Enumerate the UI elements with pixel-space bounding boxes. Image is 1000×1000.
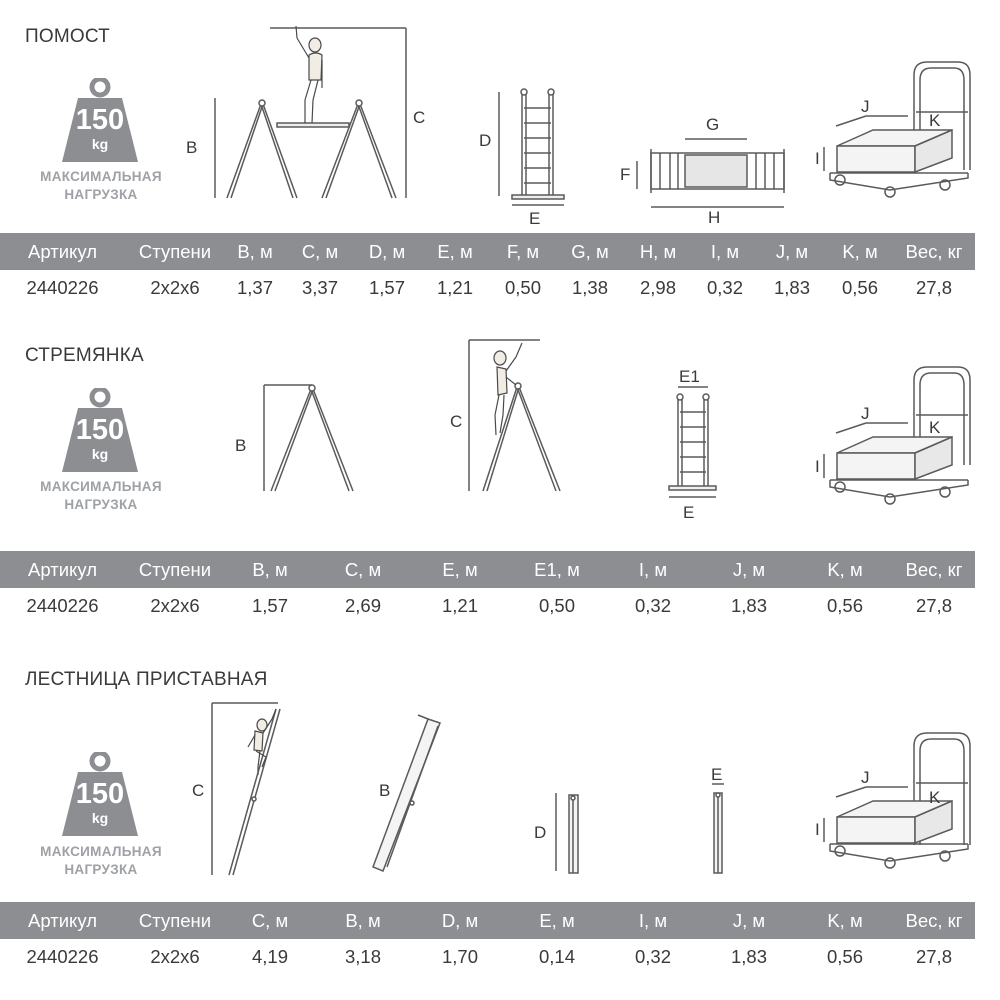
label-C: C <box>192 781 205 800</box>
label-D: D <box>479 131 492 150</box>
label-I: I <box>815 149 820 168</box>
table-row-pomost: 2440226 2x2x6 1,37 3,37 1,57 1,21 0,50 1,38 2,98 0,32 1,83 0,56 27,8 <box>26 277 952 298</box>
diagram-pomost <box>0 20 1000 230</box>
diagram-pristavnaya <box>0 695 1000 895</box>
diagram-stremyanka <box>0 335 1000 530</box>
table-row-stremyanka: 2440226 2x2x6 1,57 2,69 1,21 0,50 0,32 1,83 0,56 27,8 <box>26 595 952 616</box>
weight-unit: kg <box>91 136 109 152</box>
label-J: J <box>861 97 870 116</box>
trolley-drawing <box>824 62 970 197</box>
label-E: E <box>711 765 723 784</box>
label-B: B <box>186 138 198 157</box>
table-header-stremyanka: Артикул Ступени B, м C, м E, м E1, м I, м J, м K, м Вес, кг <box>0 551 975 588</box>
weight-value: 150 <box>75 414 125 446</box>
weight-value: 150 <box>75 778 125 810</box>
extension-ladder-drawing <box>212 703 280 875</box>
label-E1: E1 <box>679 367 700 386</box>
weight-unit: kg <box>91 446 109 462</box>
label-C: C <box>450 412 463 431</box>
folded-ladder-drawing <box>556 793 578 873</box>
scaffold-drawing <box>215 28 406 198</box>
label-C: C <box>413 108 426 127</box>
table-header-pomost: Артикул Ступени B, м C, м D, м E, м F, м G, м H, м I, м J, м K, м Вес, кг <box>0 233 975 270</box>
label-H: H <box>708 208 721 227</box>
label-J: J <box>861 404 870 423</box>
weight-value: 150 <box>75 104 125 136</box>
folded-stepladder-drawing <box>669 387 716 497</box>
label-I: I <box>815 820 820 839</box>
weight-caption: МАКСИМАЛЬНАЯ НАГРУЗКА <box>40 479 162 512</box>
folded-ladder-drawing <box>499 89 564 205</box>
horizontal-ladder-drawing <box>637 139 784 207</box>
label-F: F <box>620 165 631 184</box>
weight-unit: kg <box>91 810 109 826</box>
section-title-pomost: ПОМОСТ <box>25 26 110 47</box>
section-title-pristavnaya: ЛЕСТНИЦА ПРИСТАВНАЯ <box>25 669 268 690</box>
label-E: E <box>683 503 695 522</box>
weight-caption: МАКСИМАЛЬНАЯ НАГРУЗКА <box>40 844 162 877</box>
trolley-drawing <box>824 733 970 868</box>
ladder-front-drawing <box>712 784 724 873</box>
label-D: D <box>534 823 547 842</box>
label-K: K <box>929 418 941 437</box>
label-B: B <box>379 781 391 800</box>
weight-caption: МАКСИМАЛЬНАЯ НАГРУЗКА <box>40 169 162 202</box>
label-E: E <box>529 209 541 228</box>
label-B: B <box>235 436 247 455</box>
label-I: I <box>815 457 820 476</box>
section-title-stremyanka: СТРЕМЯНКА <box>25 345 144 366</box>
figure-person <box>248 709 276 775</box>
label-G: G <box>706 115 720 134</box>
trolley-drawing <box>824 367 970 504</box>
figure-person <box>296 26 322 123</box>
table-header-pristavnaya: Артикул Ступени C, м B, м D, м E, м I, м J, м K, м Вес, кг <box>0 902 975 939</box>
stepladder-person-drawing <box>469 340 560 491</box>
label-K: K <box>929 788 941 807</box>
stepladder-drawing <box>264 385 353 491</box>
label-J: J <box>861 768 870 787</box>
label-K: K <box>929 111 941 130</box>
table-row-pristavnaya: 2440226 2x2x6 4,19 3,18 1,70 0,14 0,32 1,83 0,56 27,8 <box>26 946 952 967</box>
